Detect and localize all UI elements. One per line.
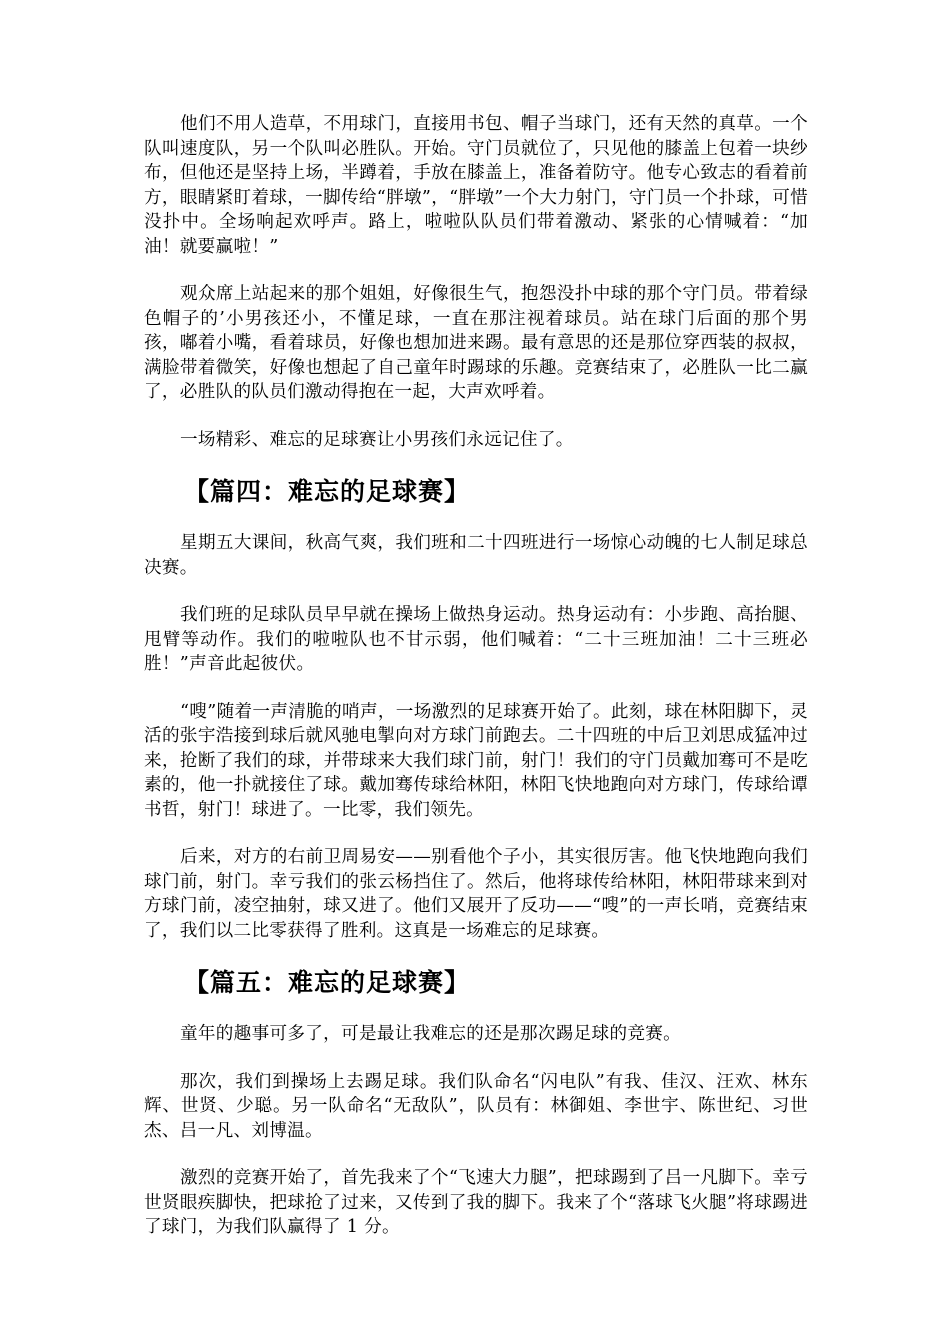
document-body <box>144 112 808 1263</box>
paragraph: 我们班的足球队员早早就在操场上做热身运动。热身运动有：小步跑、高抬腿、甩臂等动作。我们的啦啦队也不甘示弱，他们喊着：“二十三班加油！二十三班必胜！”声音此起彼伏。 <box>144 605 808 674</box>
paragraph: 童年的趣事可多了，可是最让我难忘的还是那次踢足球的竞赛。 <box>180 1024 682 1044</box>
section-part-four <box>144 475 808 943</box>
section-part-five <box>144 966 808 1240</box>
paragraph: 观众席上站起来的那个姐姐，好像很生气，抱怨没扑中球的那个守门员。带着绿色帽子的’小男孩还小，不懂足球，一直在那注视着球员。站在球门后面的那个男孩，嘟着小嘴，看着球员，好像也想加进来踢。最有意思的还是那位穿西装的叔叔，满脸带着微笑，好像也想起了自己童年时踢球的乐趣。竞赛结束了，必胜队一比二赢了，必胜队的队员们激动得抱在一起，大声欢呼着。 <box>144 284 808 402</box>
paragraph: 他们不用人造草，不用球门，直接用书包、帽子当球门，还有天然的真草。一个队叫速度队，另一个队叫必胜队。开始。守门员就位了，只见他的膝盖上包着一块纱布，但他还是坚持上场，半蹲着，手放在膝盖上，准备着防守。他专心致志的看着前方，眼睛紧盯着球，一脚传给“胖墩”，“胖墩”一个大力射门，守门员一个扑球，可惜没扑中。全场响起欢呼声。路上，啦啦队队员们带着激动、紧张的心情喊着：“加油！就要赢啦！” <box>144 114 808 257</box>
section-heading: 【篇四：难忘的足球赛】 <box>184 477 471 506</box>
paragraph: 星期五大课间，秋高气爽，我们班和二十四班进行一场惊心动魄的七人制足球总决赛。 <box>144 533 808 578</box>
section-continued <box>144 112 808 452</box>
paragraph: 那次，我们到操场上去踢足球。我们队命名“闪电队”有我、佳汉、汪欢、林东辉、世贤、少聪。另一队命名“无敌队”，队员有：林御姐、李世宇、陈世纪、习世杰、吕一凡、刘博温。 <box>144 1071 808 1141</box>
paragraph: 激烈的竞赛开始了，首先我来了个“飞速大力腿”，把球踢到了吕一凡脚下。幸亏世贤眼疾脚快，把球抢了过来，又传到了我的脚下。我来了个“落球飞火腿”将球踢进了球门，为我们队赢得了 1 分。 <box>144 1168 808 1237</box>
paragraph: “嗖”随着一声清脆的哨声，一场激烈的足球赛开始了。此刻，球在林阳脚下，灵活的张宇浩接到球后就风驰电掣向对方球门前跑去。二十四班的中后卫刘思成猛冲过来，抢断了我们的球，并带球来大我们球门前，射门！我们的守门员戴加骞可不是吃素的，他一扑就接住了球。戴加骞传球给林阳，林阳飞快地跑向对方球门，传球给谭书哲，射门！球进了。一比零，我们领先。 <box>144 701 808 820</box>
section-heading: 【篇五：难忘的足球赛】 <box>184 968 471 997</box>
paragraph: 一场精彩、难忘的足球赛让小男孩们永远记住了。 <box>180 429 574 450</box>
paragraph: 后来，对方的右前卫周易安——别看他个子小，其实很厉害。他飞快地跑向我们球门前，射门。幸亏我们的张云杨挡住了。然后，他将球传给林阳，林阳带球来到对方球门前，凌空抽射，球又进了。他们又展开了反功——“嗖”的一声长哨，竞赛结束了，我们以二比零获得了胜利。这真是一场难忘的足球赛。 <box>144 847 808 941</box>
